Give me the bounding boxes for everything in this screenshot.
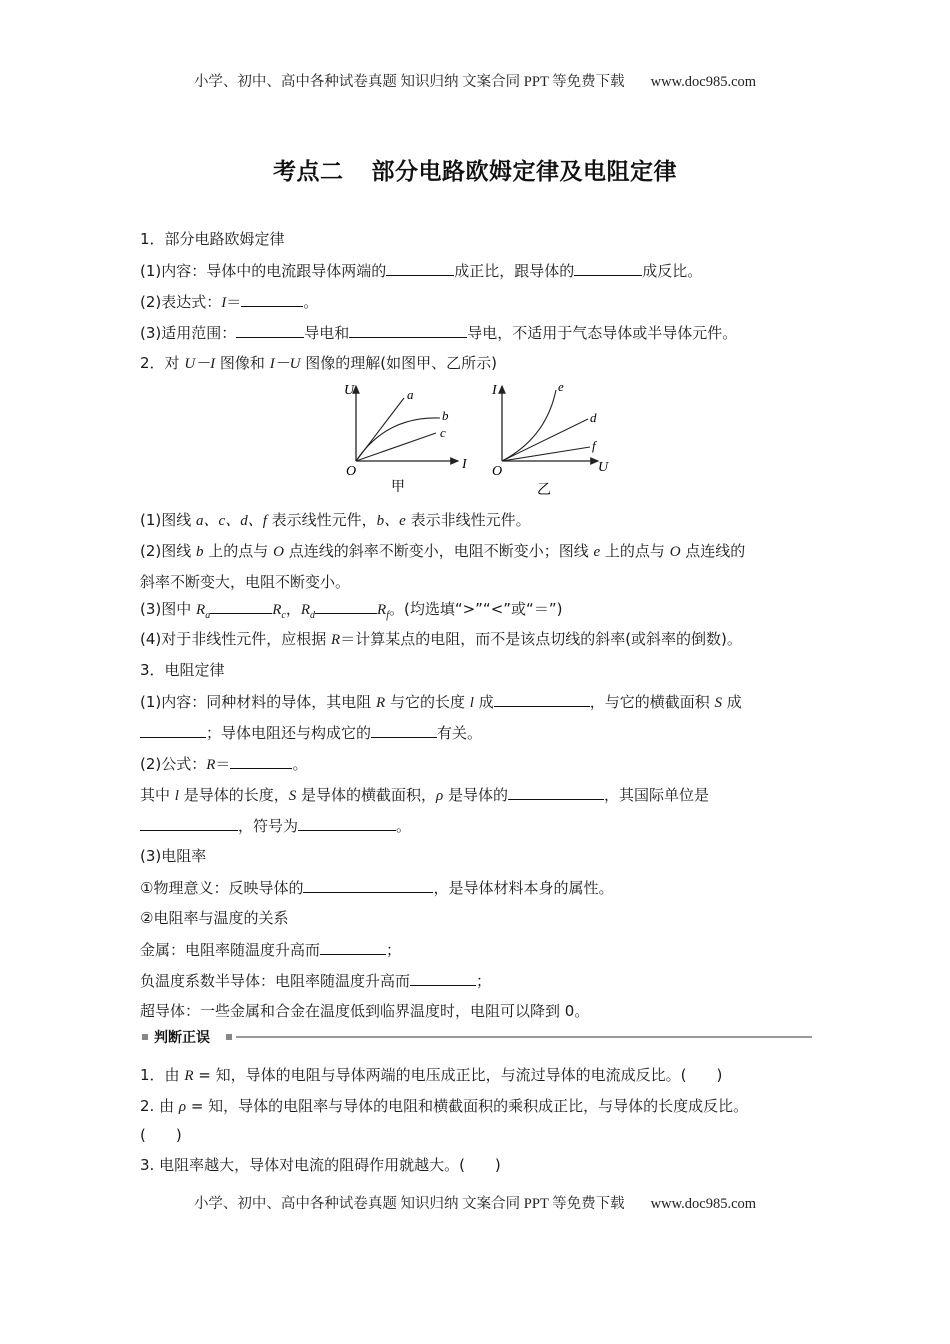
blank[interactable] (140, 722, 206, 738)
curve-label-d: d (590, 410, 597, 425)
judge-section-header (140, 1027, 812, 1047)
s3-item1: (1)内容：同种材料的导体，其电阻 R 与它的长度 l 成 ，与它的横截面积 S 成 (140, 693, 742, 711)
judge-q2: 2. 由 ρ = 知，导体的电阻率与导体的电阻和横截面积的乘积成正比，与导体的长度成反比。 (140, 1097, 749, 1115)
title-part2: 部分电路欧姆定律及电阻定律 (371, 159, 677, 185)
graph-svg (336, 378, 626, 498)
s3-item2-desc-cont: ，符号为 。 (140, 815, 411, 836)
blank[interactable] (349, 322, 467, 338)
judge-q3: 3. 电阻率越大，导体对电流的阻碍作用就越大。( ) (140, 1156, 501, 1174)
blank[interactable] (410, 970, 476, 986)
curve-label-c: c (440, 425, 446, 440)
iv-graphs-figure (336, 378, 626, 502)
axis-label-U2: U (598, 460, 609, 475)
judge-label: 判断正误 (154, 1030, 210, 1046)
divider (236, 1036, 812, 1038)
s2-item3: (3)图中 $R_a$ $R_c$，$R_d$ $R_f$。(均选填“>”“<”或“＝”) (140, 600, 563, 621)
page-header (0, 70, 950, 91)
caption-jia: 甲 (391, 479, 405, 495)
header-url[interactable]: www.doc985.com (650, 74, 757, 90)
graph-yi (502, 386, 598, 461)
s3-heading: 3．电阻定律 (140, 661, 225, 679)
blank[interactable] (140, 815, 238, 831)
s3-item2-desc: 其中 l 是导体的长度，S 是导体的横截面积，ρ 是导体的 ，其国际单位是 (140, 786, 710, 804)
s1-item3: (3)适用范围： 导电和 导电，不适用于气态导体或半导体元件。 (140, 324, 738, 342)
s3-item3: (3)电阻率 (140, 847, 207, 865)
s2-item4: (4)对于非线性元件，应根据 R＝计算某点的电阻，而不是该点切线的斜率(或斜率的倒数)。 (140, 630, 742, 648)
footer-url[interactable]: www.doc985.com (650, 1196, 757, 1212)
axis-label-U: U (344, 383, 355, 398)
s1-item2: (2)表达式：I＝ 。 (140, 293, 319, 311)
square-bullet-icon (142, 1034, 148, 1040)
s2-heading: 2．对 U－I 图像和 I－U 图像的理解(如图甲、乙所示) (140, 354, 497, 372)
footer-text: 小学、初中、高中各种试卷真题 知识归纳 文案合同 PPT 等免费下载 (193, 1196, 625, 1212)
blank[interactable] (494, 691, 590, 707)
s3-item1-cont: ；导体电阻还与构成它的 有关。 (140, 722, 482, 743)
blank[interactable] (303, 877, 433, 893)
blank[interactable] (241, 291, 303, 307)
s2-item2-cont: 斜率不断变大，电阻不断变小。 (140, 573, 351, 591)
s2-item1: (1)图线 a、c、d、f 表示线性元件，b、e 表示非线性元件。 (140, 511, 531, 529)
s3-superconductor: 超导体：一些金属和合金在温度低到临界温度时，电阻可以降到 0。 (140, 1002, 590, 1020)
title-part1: 考点二 (273, 159, 344, 185)
s1-item1: (1)内容：导体中的电流跟导体两端的 成正比，跟导体的 成反比。 (140, 262, 703, 280)
blank[interactable] (320, 939, 386, 955)
s3-item3-2: ②电阻率与温度的关系 (140, 909, 289, 927)
origin-label: O (346, 464, 357, 479)
blank[interactable] (210, 598, 272, 614)
s3-semiconductor: 负温度系数半导体：电阻率随温度升高而 ； (140, 972, 492, 990)
page-title (0, 153, 950, 186)
curve-label-b: b (442, 408, 449, 423)
blank[interactable] (315, 598, 377, 614)
s2-item2: (2)图线 b 上的点与 O 点连线的斜率不断变小，电阻不断变小；图线 e 上的点与 O 点连线的 (140, 542, 746, 560)
page-footer (0, 1192, 950, 1213)
axis-label-I2: I (492, 383, 497, 398)
blank[interactable] (508, 784, 604, 800)
blank[interactable] (230, 753, 292, 769)
judge-q1: 1．由 R = 知，导体的电阻与导体两端的电压成正比，与流过导体的电流成反比。( ) (140, 1066, 723, 1084)
judge-q2-bracket[interactable]: ( ) (140, 1126, 182, 1144)
blank[interactable] (574, 260, 642, 276)
s3-item2: (2)公式：R＝ 。 (140, 755, 308, 773)
blank[interactable] (371, 722, 437, 738)
s3-item3-1: ①物理意义：反映导体的 ，是导体材料本身的属性。 (140, 879, 614, 897)
curve-label-e: e (558, 379, 564, 394)
origin-label-2: O (492, 464, 503, 479)
caption-yi: 乙 (537, 482, 551, 498)
header-text: 小学、初中、高中各种试卷真题 知识归纳 文案合同 PPT 等免费下载 (193, 74, 625, 90)
s3-metal: 金属：电阻率随温度升高而 ； (140, 941, 402, 959)
s1-heading: 1．部分电路欧姆定律 (140, 230, 285, 248)
blank[interactable] (298, 815, 396, 831)
blank[interactable] (386, 260, 454, 276)
blank[interactable] (236, 322, 304, 338)
square-bullet-icon (226, 1034, 232, 1040)
curve-label-f: f (592, 438, 596, 453)
axis-label-I: I (462, 457, 467, 472)
curve-label-a: a (407, 387, 414, 402)
